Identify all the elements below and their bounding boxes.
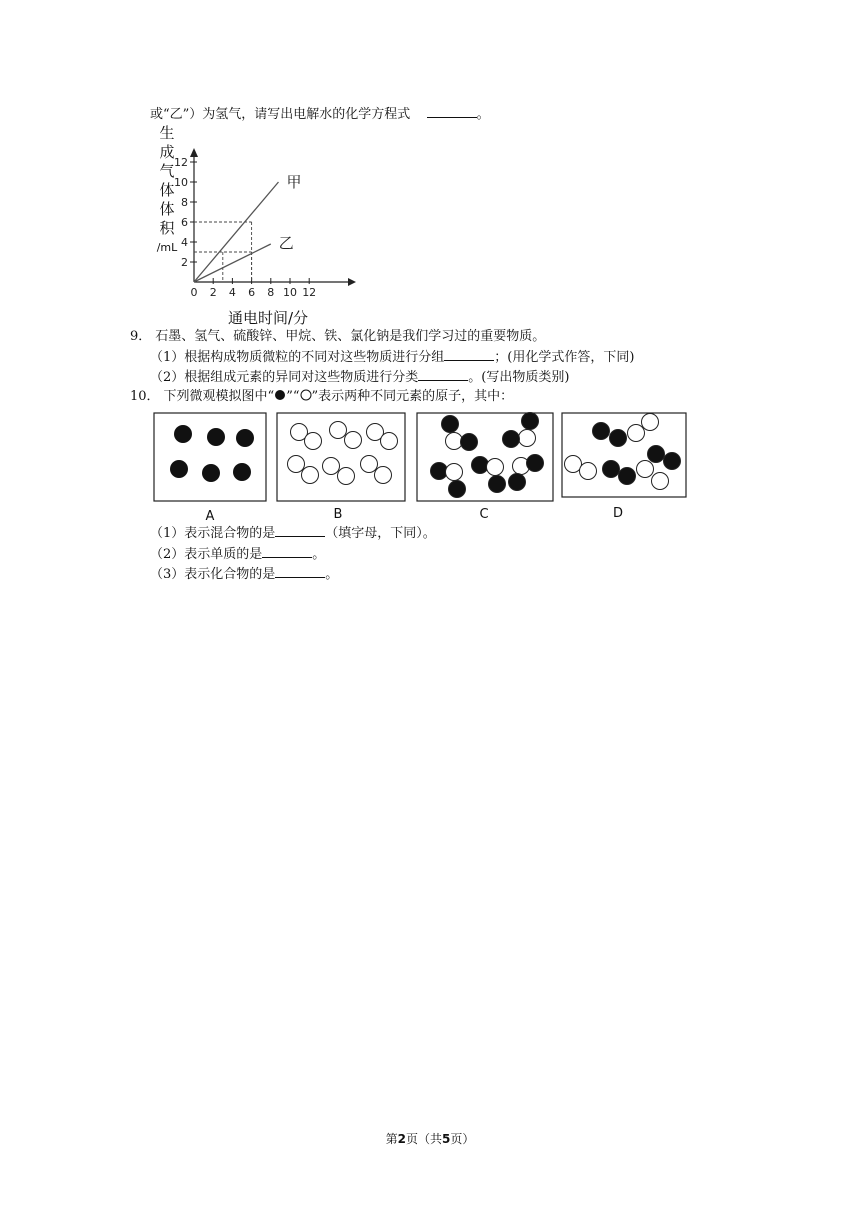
q8-line	[150, 105, 490, 124]
box-label-a: A	[205, 509, 215, 524]
q9-stem-text: 石墨、氢气、硫酸锌、甲烷、铁、氯化钠是我们学习过的重要物质。	[155, 329, 546, 344]
footer-b: 页（共	[405, 1132, 442, 1146]
y-tick-label: 6	[181, 216, 188, 229]
q9-part1-text: （1）根据构成物质微粒的不同对这些物质进行分组	[150, 350, 445, 365]
y-tick-label: 10	[174, 176, 188, 189]
y-axis-arrow-icon	[190, 148, 198, 157]
chart-ylabel	[153, 124, 181, 257]
ylabel-unit: /mL	[156, 241, 178, 254]
box-label-d: D	[612, 506, 624, 521]
y-tick-label: 12	[174, 156, 188, 169]
q10-stem-mid: ”“	[286, 389, 300, 404]
x-axis-arrow-icon	[348, 278, 356, 286]
q8-text: 或“乙”）为氢气，请写出电解水的化学方程式	[150, 107, 411, 122]
q9-part1-tail: ；(用化学式作答，下同)	[494, 350, 635, 365]
q10-stem-b: ”表示两种不同元素的原子，其中：	[311, 389, 514, 404]
q9-part1	[150, 348, 634, 367]
molecule-diagrams	[150, 408, 710, 538]
q10-stem-a: 下列微观模拟图中“	[163, 389, 275, 404]
q9-part2-blank[interactable]	[418, 368, 468, 381]
ylabel-char: 体	[159, 181, 175, 199]
x-tick-label: 6	[248, 286, 256, 299]
chart-xlabel: 通电时间/分	[228, 309, 309, 327]
q10-part1	[150, 524, 436, 543]
box-label-b: B	[333, 507, 343, 522]
black-atom-icon	[274, 389, 286, 401]
series-line-jia	[194, 182, 278, 282]
q10-part3-text: （3）表示化合物的是	[150, 567, 276, 582]
x-tick-label: 0	[190, 286, 198, 299]
footer-total: 5	[442, 1132, 451, 1146]
footer-page: 2	[397, 1132, 406, 1146]
q10-part1-tail: （填字母，下同）。	[325, 526, 436, 541]
q9-stem	[130, 328, 545, 346]
q10-number: 10．	[130, 389, 160, 404]
q10-part1-text: （1）表示混合物的是	[150, 526, 276, 541]
series-label: 乙	[278, 234, 294, 252]
q9-part2-tail: 。(写出物质类别)	[468, 370, 570, 385]
series-label: 甲	[286, 173, 302, 191]
q9-number: 9．	[130, 329, 152, 344]
q10-part3	[150, 565, 338, 584]
footer-a: 第	[385, 1132, 398, 1146]
footer-c: 页）	[450, 1132, 475, 1146]
ylabel-char: 积	[159, 219, 175, 237]
q10-stem	[130, 388, 513, 406]
x-tick-label: 12	[302, 286, 317, 299]
q10-part2-text: （2）表示单质的是	[150, 547, 263, 562]
q8-answer-blank[interactable]	[427, 105, 477, 118]
y-tick-label: 2	[181, 256, 188, 269]
x-tick-label: 10	[283, 286, 297, 299]
box-b	[277, 413, 405, 501]
q9-part1-blank[interactable]	[444, 348, 494, 361]
x-tick-label: 4	[228, 286, 236, 299]
q9-part2	[150, 368, 569, 387]
y-tick-label: 4	[181, 236, 188, 249]
ylabel-char: 生	[159, 124, 175, 142]
white-atom-icon	[300, 389, 312, 401]
q9-part2-text: （2）根据组成元素的异同对这些物质进行分类	[150, 370, 419, 385]
q10-part2-tail: 。	[312, 547, 326, 562]
page-footer	[0, 1130, 860, 1147]
box-a	[154, 413, 266, 501]
series-line-yi	[194, 244, 271, 282]
gas-volume-chart	[174, 145, 380, 325]
x-tick-label: 2	[209, 286, 217, 299]
ylabel-char: 气	[159, 162, 175, 180]
box-label-c: C	[479, 507, 489, 522]
ylabel-char: 体	[159, 200, 175, 218]
q10-part2-blank[interactable]	[262, 545, 312, 558]
ylabel-char: 成	[159, 143, 175, 161]
q10-part1-blank[interactable]	[275, 524, 325, 537]
x-tick-label: 8	[267, 286, 275, 299]
q10-part3-blank[interactable]	[275, 565, 325, 578]
q8-end: 。	[476, 107, 490, 122]
box-d	[562, 413, 686, 497]
y-tick-label: 8	[181, 196, 188, 209]
box-c	[417, 413, 553, 502]
q10-part3-tail: 。	[325, 567, 339, 582]
q10-part2	[150, 545, 325, 564]
